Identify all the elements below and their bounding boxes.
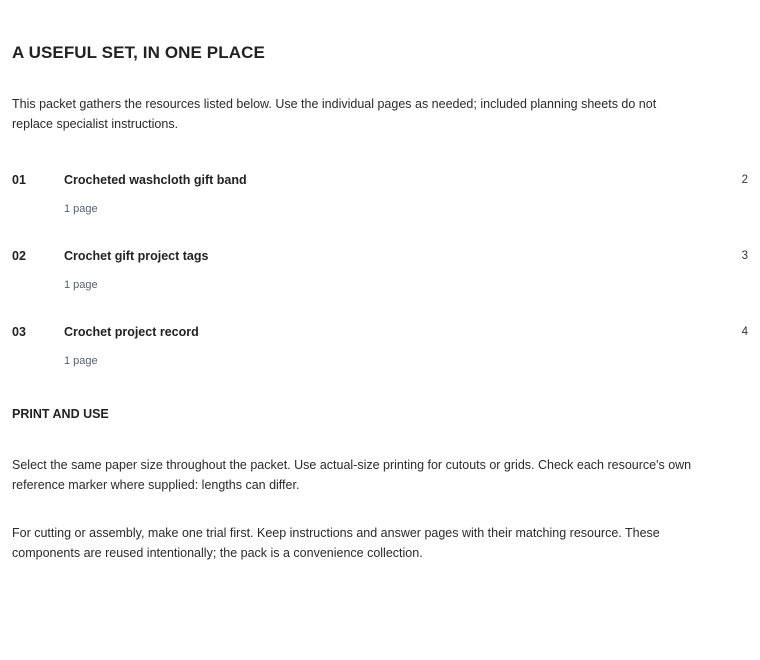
contents-item-number: 01 xyxy=(12,173,26,187)
contents-item-meta: 1 page xyxy=(64,279,98,291)
intro-paragraph: This packet gathers the resources listed below. Use the individual pages as needed; included planning sheets do not replace specialist instructions. xyxy=(12,97,657,131)
contents-item-page: 3 xyxy=(741,250,748,262)
print-paragraph: Select the same paper size throughout the packet. Use actual-size printing for cutouts or grids. Check each resource's own reference marker where supplied: lengths can differ. xyxy=(12,458,692,492)
contents-item-meta: 1 page xyxy=(64,355,98,367)
print-section-heading: PRINT AND USE xyxy=(12,407,109,421)
contents-item-number: 03 xyxy=(12,325,26,339)
contents-item-page: 4 xyxy=(741,326,748,338)
contents-item-number: 02 xyxy=(12,249,26,263)
contents-item-title: Crochet gift project tags xyxy=(64,249,209,263)
page-title: A USEFUL SET, IN ONE PLACE xyxy=(12,43,265,62)
contents-item-page: 2 xyxy=(741,174,748,186)
contents-item xyxy=(12,322,748,398)
print-paragraph: For cutting or assembly, make one trial first. Keep instructions and answer pages with their matching resource. These components are reused intentionally; the pack is a convenience collection. xyxy=(12,526,660,560)
contents-item-title: Crocheted washcloth gift band xyxy=(64,173,247,187)
contents-item xyxy=(12,170,748,246)
contents-item-title: Crochet project record xyxy=(64,325,199,339)
contents-item xyxy=(12,246,748,322)
contents-item-meta: 1 page xyxy=(64,203,98,215)
contents-list xyxy=(12,170,748,398)
